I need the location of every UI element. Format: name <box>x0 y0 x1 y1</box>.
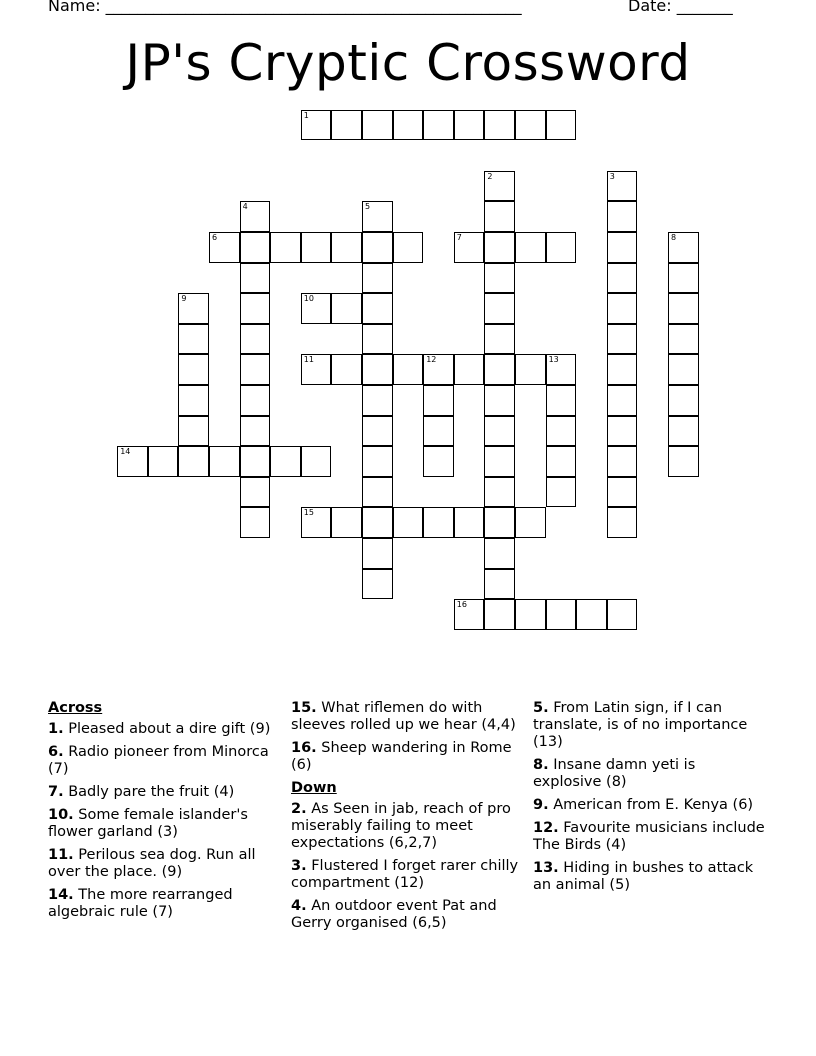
grid-cell[interactable] <box>484 110 515 141</box>
grid-cell[interactable] <box>454 354 485 385</box>
clues-column-2 <box>291 700 525 938</box>
clue-text: As Seen in jab, reach of pro miserably failing to meet expectations (6,2,7) <box>291 801 511 851</box>
clue-item <box>533 797 767 814</box>
grid-cell[interactable] <box>668 263 699 294</box>
grid-cell[interactable] <box>668 446 699 477</box>
grid-cell[interactable] <box>178 324 209 355</box>
grid-cell[interactable] <box>515 354 546 385</box>
grid-cell[interactable] <box>668 416 699 447</box>
grid-cell[interactable] <box>546 385 577 416</box>
grid-cell[interactable] <box>668 232 699 263</box>
clue-num: 5. <box>533 700 549 716</box>
grid-cell[interactable] <box>362 201 393 232</box>
grid-cell[interactable] <box>484 507 515 538</box>
clue-number: 6 <box>212 233 218 242</box>
clue-text: The more rearranged algebraic rule (7) <box>48 887 233 920</box>
clue-num: 6. <box>48 744 64 760</box>
clue-num: 4. <box>291 898 307 914</box>
clue-text: An outdoor event Pat and Gerry organised (6,5) <box>291 898 497 931</box>
grid-cell[interactable] <box>362 416 393 447</box>
grid-cell[interactable] <box>484 538 515 569</box>
clue-number: 5 <box>365 202 371 212</box>
clue-item <box>533 757 767 791</box>
grid-cell[interactable] <box>546 416 577 447</box>
grid-cell[interactable] <box>484 293 515 324</box>
grid-cell[interactable] <box>454 232 485 263</box>
clue-text: From Latin sign, if I can translate, is of no importance (13) <box>533 700 748 750</box>
grid-cell[interactable] <box>362 507 393 538</box>
grid-cell[interactable] <box>454 507 485 538</box>
clue-number: 1 <box>303 110 309 120</box>
clue-number: 12 <box>426 355 437 365</box>
page-title: JP's Cryptic Crossword <box>125 34 691 92</box>
grid-cell[interactable] <box>607 263 638 294</box>
grid-cell[interactable] <box>607 507 638 538</box>
grid-cell[interactable] <box>607 293 638 324</box>
grid-cell[interactable] <box>454 110 485 141</box>
clue-text: Hiding in bushes to attack an animal (5) <box>533 860 754 893</box>
clue-num: 9. <box>533 797 549 813</box>
clue-num: 16. <box>291 740 317 756</box>
clue-text: American from E. Kenya (6) <box>553 797 754 813</box>
grid-cell[interactable] <box>117 446 148 477</box>
grid-cell[interactable] <box>423 446 454 477</box>
grid-cell[interactable] <box>240 477 271 508</box>
grid-cell[interactable] <box>270 446 301 477</box>
clue-item <box>533 820 767 854</box>
grid-cell[interactable] <box>393 232 424 263</box>
clue-number: 13 <box>548 355 559 365</box>
clue-text: Radio pioneer from Minorca (7) <box>48 744 269 777</box>
clue-num: 3. <box>291 858 307 874</box>
grid-cell[interactable] <box>209 232 240 263</box>
grid-cell[interactable] <box>240 324 271 355</box>
grid-cell[interactable] <box>331 507 362 538</box>
clue-text: Insane damn yeti is explosive (8) <box>533 757 696 790</box>
grid-cell[interactable] <box>362 293 393 324</box>
clue-item <box>533 860 767 894</box>
grid-cell[interactable] <box>240 385 271 416</box>
grid-cell[interactable] <box>484 385 515 416</box>
grid-cell[interactable] <box>546 110 577 141</box>
clue-num: 2. <box>291 801 307 817</box>
grid-cell[interactable] <box>362 324 393 355</box>
clue-number: 9 <box>181 294 187 304</box>
grid-cell[interactable] <box>607 171 638 202</box>
grid-cell[interactable] <box>301 110 332 141</box>
clue-item <box>533 700 767 751</box>
grid-cell[interactable] <box>546 232 577 263</box>
grid-cell[interactable] <box>607 477 638 508</box>
grid-cell[interactable] <box>362 538 393 569</box>
clue-number: 4 <box>242 202 248 212</box>
grid-cell[interactable] <box>484 324 515 355</box>
grid-cell[interactable] <box>484 171 515 202</box>
clue-item <box>48 721 282 738</box>
grid-cell[interactable] <box>484 599 515 630</box>
clue-text: Favourite musicians include The Birds (4) <box>533 820 765 853</box>
clue-item <box>291 700 525 734</box>
grid-cell[interactable] <box>331 232 362 263</box>
grid-cell[interactable] <box>484 201 515 232</box>
grid-cell[interactable] <box>607 354 638 385</box>
clue-item <box>48 807 282 841</box>
clues-column-1 <box>48 700 282 927</box>
grid-cell[interactable] <box>393 354 424 385</box>
grid-cell[interactable] <box>484 416 515 447</box>
grid-cell[interactable] <box>484 569 515 600</box>
down-heading: Down <box>291 780 337 796</box>
grid-cell[interactable] <box>515 599 546 630</box>
clue-text: Badly pare the fruit (4) <box>68 784 235 800</box>
grid-cell[interactable] <box>423 507 454 538</box>
grid-cell[interactable] <box>178 446 209 477</box>
grid-cell[interactable] <box>240 293 271 324</box>
grid-cell[interactable] <box>178 416 209 447</box>
clue-item <box>48 784 282 801</box>
clue-text: Perilous sea dog. Run all over the place. (9) <box>48 847 256 880</box>
grid-cell[interactable] <box>607 599 638 630</box>
grid-cell[interactable] <box>301 446 332 477</box>
grid-cell[interactable] <box>393 110 424 141</box>
clue-number: 2 <box>487 171 493 181</box>
grid-cell[interactable] <box>178 385 209 416</box>
clue-number: 10 <box>303 294 314 304</box>
clue-text: Pleased about a dire gift (9) <box>68 721 271 737</box>
grid-cell[interactable] <box>362 569 393 600</box>
clue-item <box>291 858 525 892</box>
grid-cell[interactable] <box>546 599 577 630</box>
clue-text: Sheep wandering in Rome (6) <box>291 740 512 773</box>
grid-cell[interactable] <box>178 354 209 385</box>
clue-text: What riflemen do with sleeves rolled up we hear (4,4) <box>291 700 516 733</box>
grid-cell[interactable] <box>240 354 271 385</box>
grid-cell[interactable] <box>393 507 424 538</box>
grid-cell[interactable] <box>240 507 271 538</box>
grid-cell[interactable] <box>423 354 454 385</box>
clue-num: 1. <box>48 721 64 737</box>
grid-cell[interactable] <box>362 385 393 416</box>
grid-cell[interactable] <box>331 293 362 324</box>
clue-item <box>48 887 282 921</box>
grid-cell[interactable] <box>362 232 393 263</box>
grid-cell[interactable] <box>484 354 515 385</box>
grid-cell[interactable] <box>240 232 271 263</box>
clue-num: 7. <box>48 784 64 800</box>
clue-number: 8 <box>671 233 677 242</box>
clue-num: 11. <box>48 847 74 863</box>
clue-item <box>291 801 525 852</box>
clue-text: Flustered I forget rarer chilly compartment (12) <box>291 858 519 891</box>
grid-cell[interactable] <box>423 385 454 416</box>
grid-cell[interactable] <box>301 232 332 263</box>
grid-cell[interactable] <box>515 507 546 538</box>
clue-number: 11 <box>303 355 314 365</box>
clue-number: 3 <box>609 171 615 181</box>
clue-item <box>291 740 525 774</box>
grid-cell[interactable] <box>240 201 271 232</box>
grid-cell[interactable] <box>178 293 209 324</box>
clue-item <box>291 898 525 932</box>
date-field[interactable]: Date: _______ <box>628 0 733 15</box>
grid-cell[interactable] <box>270 232 301 263</box>
clue-text: Some female islander's flower garland (3) <box>48 807 248 840</box>
grid-cell[interactable] <box>515 232 546 263</box>
grid-cell[interactable] <box>240 446 271 477</box>
grid-cell[interactable] <box>546 477 577 508</box>
grid-cell[interactable] <box>607 385 638 416</box>
grid-cell[interactable] <box>301 354 332 385</box>
grid-cell[interactable] <box>668 324 699 355</box>
grid-cell[interactable] <box>668 385 699 416</box>
across-heading: Across <box>48 700 103 716</box>
grid-cell[interactable] <box>301 507 332 538</box>
grid-cell[interactable] <box>454 599 485 630</box>
grid-cell[interactable] <box>301 293 332 324</box>
clue-number: 14 <box>120 447 131 457</box>
clue-num: 14. <box>48 887 74 903</box>
grid-cell[interactable] <box>607 446 638 477</box>
grid-cell[interactable] <box>607 201 638 232</box>
grid-cell[interactable] <box>331 110 362 141</box>
clue-num: 13. <box>533 860 559 876</box>
grid-cell[interactable] <box>484 232 515 263</box>
grid-cell[interactable] <box>362 477 393 508</box>
grid-cell[interactable] <box>484 446 515 477</box>
grid-cell[interactable] <box>362 354 393 385</box>
grid-cell[interactable] <box>362 263 393 294</box>
grid-cell[interactable] <box>576 599 607 630</box>
clue-num: 8. <box>533 757 549 773</box>
grid-cell[interactable] <box>607 324 638 355</box>
clue-num: 12. <box>533 820 559 836</box>
grid-cell[interactable] <box>484 263 515 294</box>
grid-cell[interactable] <box>668 354 699 385</box>
grid-cell[interactable] <box>546 354 577 385</box>
grid-cell[interactable] <box>607 232 638 263</box>
grid-cell[interactable] <box>331 354 362 385</box>
clue-item <box>48 847 282 881</box>
clue-item <box>48 744 282 778</box>
clues-column-3 <box>533 700 767 900</box>
grid-cell[interactable] <box>668 293 699 324</box>
grid-cell[interactable] <box>546 446 577 477</box>
grid-cell[interactable] <box>423 110 454 141</box>
grid-cell[interactable] <box>362 110 393 141</box>
clue-number: 15 <box>303 508 314 518</box>
grid-cell[interactable] <box>362 446 393 477</box>
clue-num: 15. <box>291 700 317 716</box>
grid-cell[interactable] <box>240 416 271 447</box>
clue-number: 7 <box>456 233 462 242</box>
clue-num: 10. <box>48 807 74 823</box>
grid-cell[interactable] <box>148 446 179 477</box>
grid-cell[interactable] <box>209 446 240 477</box>
grid-cell[interactable] <box>607 416 638 447</box>
name-field[interactable]: Name: ____________________________________________________ <box>48 0 522 15</box>
clue-number: 16 <box>456 600 467 610</box>
grid-cell[interactable] <box>240 263 271 294</box>
grid-cell[interactable] <box>484 477 515 508</box>
grid-cell[interactable] <box>515 110 546 141</box>
grid-cell[interactable] <box>423 416 454 447</box>
